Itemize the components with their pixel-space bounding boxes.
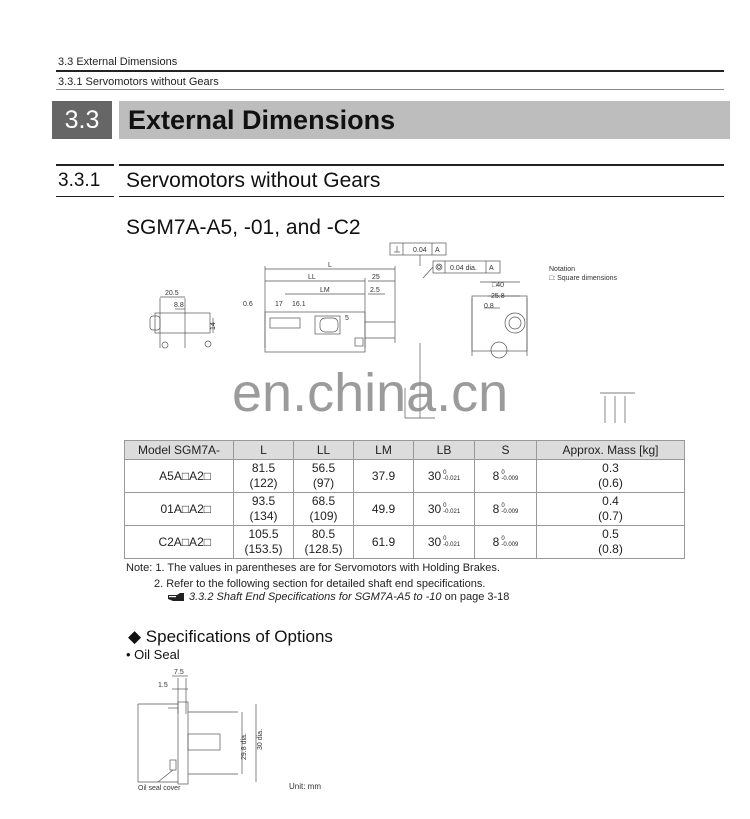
options-heading: ◆ Specifications of Options [128,627,333,646]
subsection-rule [56,164,114,166]
col-header: S [475,441,537,460]
oil-seal-cover-label: Oil seal cover [138,785,181,792]
conc-datum: A [489,265,494,272]
dim-14: 14 [210,322,217,330]
subsection-rule [56,196,114,197]
seal-dim-1-5: 1.5 [158,682,168,689]
subsection-title: Servomotors without Gears [126,169,381,192]
perp-datum: A [435,247,440,254]
seal-dim-7-5: 7.5 [174,669,184,676]
cell-LM: 49.9 [354,493,414,526]
reference-link[interactable]: 3.3.2 Shaft End Specifications for SGM7A-A5 to -10 [189,591,442,603]
dim-LL: LL [308,274,316,281]
dim-17: 17 [275,301,283,308]
col-header: LM [354,441,414,460]
cell-mass: 0.3 (0.6) [537,460,685,493]
cell-L: 105.5 (153.5) [234,526,294,559]
dim-LM: LM [320,287,330,294]
cell-LL: 80.5 (128.5) [294,526,354,559]
cell-S: 8 0 -0.009 [475,460,537,493]
cell-LB: 30 0 -0.021 [414,493,475,526]
dim-40: □40 [492,282,505,289]
dim-5: 5 [345,315,349,322]
unit-label: Unit: mm [289,782,321,791]
dim-0-8: 0.8 [484,303,494,310]
dim-20-5: 20.5 [165,290,179,297]
cell-S: 8 0 -0.009 [475,493,537,526]
cell-LL: 68.5 (109) [294,493,354,526]
cell-mass: 0.5 (0.8) [537,526,685,559]
perp-tolerance: 0.04 [413,247,427,254]
running-header-section: 3.3 External Dimensions [58,56,178,68]
reference-line [167,591,509,603]
cell-mass: 0.4 (0.7) [537,493,685,526]
cell-LM: 37.9 [354,460,414,493]
header-subrule [56,89,724,90]
cell-LM: 61.9 [354,526,414,559]
col-header: L [234,441,294,460]
pointing-hand-icon [167,592,185,602]
dim-25: 25 [372,274,380,281]
note-2: 2. Refer to the following section for detailed shaft end specifications. [154,578,486,590]
table-row [125,460,685,493]
col-header: LB [414,441,475,460]
section-title: External Dimensions [128,105,396,135]
seal-dim-29-8: 29.8 dia. [241,733,248,760]
cell-L: 93.5 (134) [234,493,294,526]
cell-model: A5A□A2□ [125,460,234,493]
oil-seal-drawing [128,664,368,799]
model-heading: SGM7A-A5, -01, and -C2 [126,216,361,239]
notation-label: Notation [549,266,576,273]
cell-model: 01A□A2□ [125,493,234,526]
dim-2-5: 2.5 [370,287,380,294]
section-number: 3.3 [52,101,112,139]
watermark: en.china.cn [232,363,509,423]
reference-page: on page 3-18 [441,591,510,603]
cell-model: C2A□A2□ [125,526,234,559]
cell-LB: 30 0 -0.021 [414,460,475,493]
cell-LL: 56.5 (97) [294,460,354,493]
table-row [125,526,685,559]
header-rule [56,70,724,72]
cell-LB: 30 0 -0.021 [414,526,475,559]
table-row [125,493,685,526]
subsection-number: 3.3.1 [58,170,101,191]
dim-L: L [328,262,332,269]
table-header-row [125,441,685,460]
subsection-rule [119,164,724,166]
subsection-rule [119,196,724,197]
dim-16-1: 16.1 [292,301,306,308]
col-header: Approx. Mass [kg] [537,441,685,460]
cell-S: 8 0 -0.009 [475,526,537,559]
cell-L: 81.5 (122) [234,460,294,493]
running-header-subsection: 3.3.1 Servomotors without Gears [58,76,219,88]
seal-dim-30: 30 dia. [257,728,264,750]
notation-desc: □: Square dimensions [549,275,618,282]
dim-25-8: 25.8 [491,293,505,300]
note-1: Note: 1. The values in parentheses are for Servomotors with Holding Brakes. [126,562,500,574]
conc-tolerance: 0.04 dia. [450,265,477,272]
options-item-oil-seal: • Oil Seal [126,647,180,662]
col-header: Model SGM7A- [125,441,234,460]
col-header: LL [294,441,354,460]
dim-0-6: 0.6 [243,301,253,308]
dimensions-table [124,440,685,559]
dim-8-8: 8.8 [174,302,184,309]
